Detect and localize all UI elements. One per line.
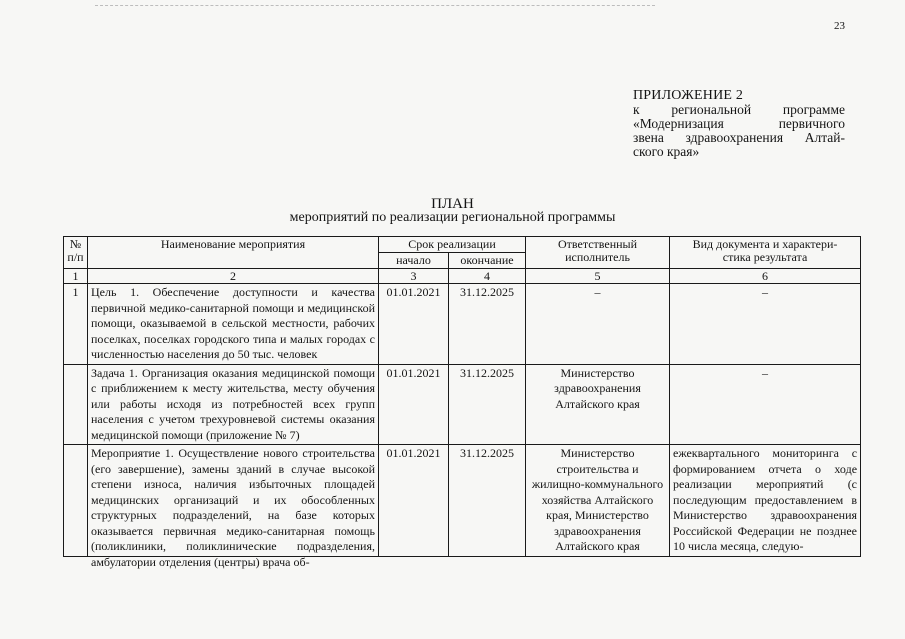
row-start: 01.01.2021 [379,445,449,557]
header-num-line: № [69,237,82,251]
row-responsible: Министерство строительства и жилищно-коммунального хозяйства Алтайского края, Министерство здравоохранения Алтайского края [526,445,670,557]
row-end: 31.12.2025 [449,284,526,365]
table-row [64,364,861,445]
row-end: 31.12.2025 [449,445,526,557]
column-number: 3 [379,269,449,284]
header-num [64,237,88,269]
header-name: Наименование мероприятия [88,237,379,269]
plan-table [63,236,861,569]
table-header-row [64,237,861,253]
column-number: 5 [526,269,670,284]
row-name-text: Мероприятие 1. Осуществление нового строительства (его завершение), замены зданий в случае высокой степени износа, наличия избыточных площадей медицинских организаций и их обособленных структурных подразделений, на базе которых оказывается первичная медико-санитарная помощь (поликлиники, поликлинические подразделения, амбулатории отделения (центры) врача об- [91,446,375,569]
row-start: 01.01.2021 [379,284,449,365]
plan-title: ПЛАН [431,196,474,212]
row-responsible: Министерство здравоохранения Алтайского края [526,364,670,445]
row-responsible: – [526,284,670,365]
table-row [64,284,861,365]
row-name: Задача 1. Организация оказания медицинской помощи с приближением к месту жительства, месту обучения или работы исходя из потребностей всех групп населения с учетом трехуровневой системы оказания медицинской помощи (приложение № 7) [88,364,379,445]
header-responsible [526,237,670,269]
appendix-block [633,89,845,159]
header-num-line: п/п [67,250,84,264]
row-result-text: ежеквартального мониторинга с формированием отчета о ходе реализации мероприятий (с последующим предоставлением в Министерство здравоохранения Российской Федерации не позднее 10 числа месяца, следую- [673,446,858,553]
appendix-title: ПРИЛОЖЕНИЕ 2 [633,88,744,103]
appendix-line: звена здравоохранения Алтай- [633,130,845,145]
page-number: 23 [834,20,845,32]
header-doc-line: Вид документа и характери- [692,237,838,251]
row-end: 31.12.2025 [449,364,526,445]
header-term: Срок реализации [379,237,526,253]
row-num [64,364,88,445]
row-start: 01.01.2021 [379,364,449,445]
scan-artifact-line [95,5,655,6]
appendix-line: «Модернизация первичного [633,116,845,131]
column-numbers-row [64,269,861,284]
row-name: Цель 1. Обеспечение доступности и качества первичной медико-санитарной помощи и медицинской помощи, оказываемой в сельской местности, рабочих поселках, поселках городского типа и малых городах с численностью населения до 50 тыс. человек [88,284,379,365]
header-start: начало [379,253,449,269]
header-doc [670,237,861,269]
row-result: – [670,364,861,445]
header-doc-line: стика результата [722,250,808,264]
plan-subtitle: мероприятий по реализации региональной программы [289,210,616,225]
row-num: 1 [64,284,88,365]
column-number: 6 [670,269,861,284]
column-number: 1 [64,269,88,284]
header-responsible-line: исполнитель [565,250,630,264]
table-row [64,445,861,557]
row-name [88,445,379,569]
row-num [64,445,88,557]
header-responsible-line: Ответственный [557,237,638,251]
header-end: окончание [449,253,526,269]
row-result [670,445,861,557]
appendix-line: к региональной программе [633,102,845,117]
appendix-line: ского края» [633,144,700,159]
column-number: 4 [449,269,526,284]
row-result: – [670,284,861,365]
column-number: 2 [88,269,379,284]
